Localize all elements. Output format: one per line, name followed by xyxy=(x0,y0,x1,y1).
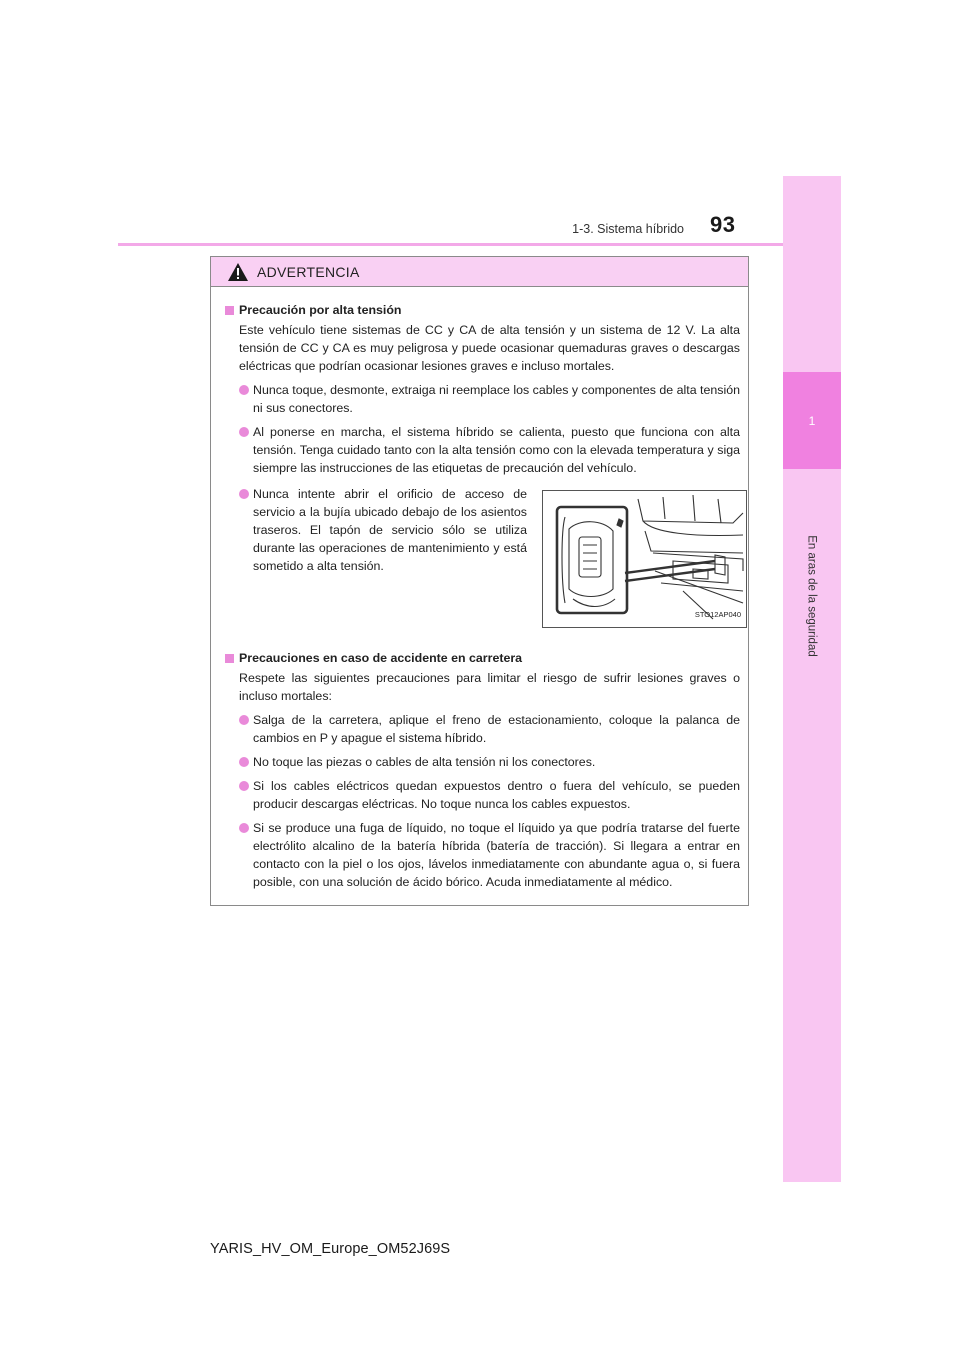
square-bullet-icon xyxy=(225,654,234,663)
round-bullet-icon xyxy=(239,385,249,395)
list-item-text: Si los cables eléctricos quedan expuestos dentro o fuera del vehículo, se pueden producir descargas eléctricas. No toque nunca los cables expuestos. xyxy=(253,779,740,811)
section-intro: Este vehículo tiene sistemas de CC y CA de alta tensión y un sistema de 12 V. La alta tensión de CC y CA es muy peligrosa y puede ocasionar quemaduras graves o descargas eléctricas que podrían ocasionar lesiones graves e incluso mortales. xyxy=(239,323,740,373)
chapter-label: En aras de la seguridad xyxy=(806,535,818,657)
list-item xyxy=(239,777,740,813)
section-heading xyxy=(225,301,740,319)
warning-box xyxy=(210,256,749,906)
header-divider xyxy=(118,243,783,246)
list-item-text: Al ponerse en marcha, el sistema híbrido se calienta, puesto que funciona con alta tensión. Tenga cuidado tanto con la alta tensión como con la elevada temperatura y siga siempre las instrucciones de las etiquetas de precaución del vehículo. xyxy=(253,425,740,475)
list-item xyxy=(239,485,527,575)
service-plug-illustration xyxy=(542,490,747,628)
chapter-number: 1 xyxy=(808,413,816,428)
page-number: 93 xyxy=(710,212,736,237)
warning-triangle-icon xyxy=(227,262,249,282)
round-bullet-icon xyxy=(239,715,249,725)
section-heading-text: Precaución por alta tensión xyxy=(239,303,402,317)
list-item xyxy=(239,381,740,417)
round-bullet-icon xyxy=(239,781,249,791)
square-bullet-icon xyxy=(225,306,234,315)
list-item-text: No toque las piezas o cables de alta tensión ni los conectores. xyxy=(253,755,596,769)
section-heading-text: Precauciones en caso de accidente en carretera xyxy=(239,651,523,665)
section-heading xyxy=(225,649,740,667)
chapter-side-tab xyxy=(783,176,841,1182)
chapter-number-box xyxy=(783,372,841,469)
round-bullet-icon xyxy=(239,427,249,437)
warning-header xyxy=(211,257,748,287)
warning-title: ADVERTENCIA xyxy=(257,263,360,280)
list-item-text: Salga de la carretera, aplique el freno de estacionamiento, coloque la palanca de cambios en P y apague el sistema híbrido. xyxy=(253,713,740,745)
document-id-footer: YARIS_HV_OM_Europe_OM52J69S xyxy=(210,1241,451,1257)
list-item-text: Si se produce una fuga de líquido, no toque el líquido ya que podría tratarse del fuerte electrólito alcalino de la batería híbrida (batería de tracción). Si llegara a entrar en contacto con la piel o los ojos, lávelos inmediatamente con abundante agua o, si fuera posible, con una solución de ácido bórico. Acuda inmediatamente al médico. xyxy=(253,821,740,889)
section-title: 1-3. Sistema híbrido xyxy=(572,222,684,236)
list-item xyxy=(239,711,740,747)
list-item-text: Nunca intente abrir el orificio de acceso de servicio a la bujía ubicado debajo de los asientos traseros. El tapón de servicio sólo se utiliza durante las operaciones de mantenimiento y está sometido a alta tensión. xyxy=(253,487,527,573)
warning-content xyxy=(225,301,740,891)
figure-code: STO12AP040 xyxy=(694,610,741,619)
list-item xyxy=(239,423,740,477)
section-intro: Respete las siguientes precauciones para limitar el riesgo de sufrir lesiones graves o incluso mortales: xyxy=(239,671,740,703)
figure-row xyxy=(225,485,740,633)
round-bullet-icon xyxy=(239,489,249,499)
round-bullet-icon xyxy=(239,823,249,833)
list-item-text: Nunca toque, desmonte, extraiga ni reemplace los cables y componentes de alta tensión ni sus conectores. xyxy=(253,383,740,415)
list-item xyxy=(239,819,740,891)
list-item xyxy=(239,753,740,771)
round-bullet-icon xyxy=(239,757,249,767)
